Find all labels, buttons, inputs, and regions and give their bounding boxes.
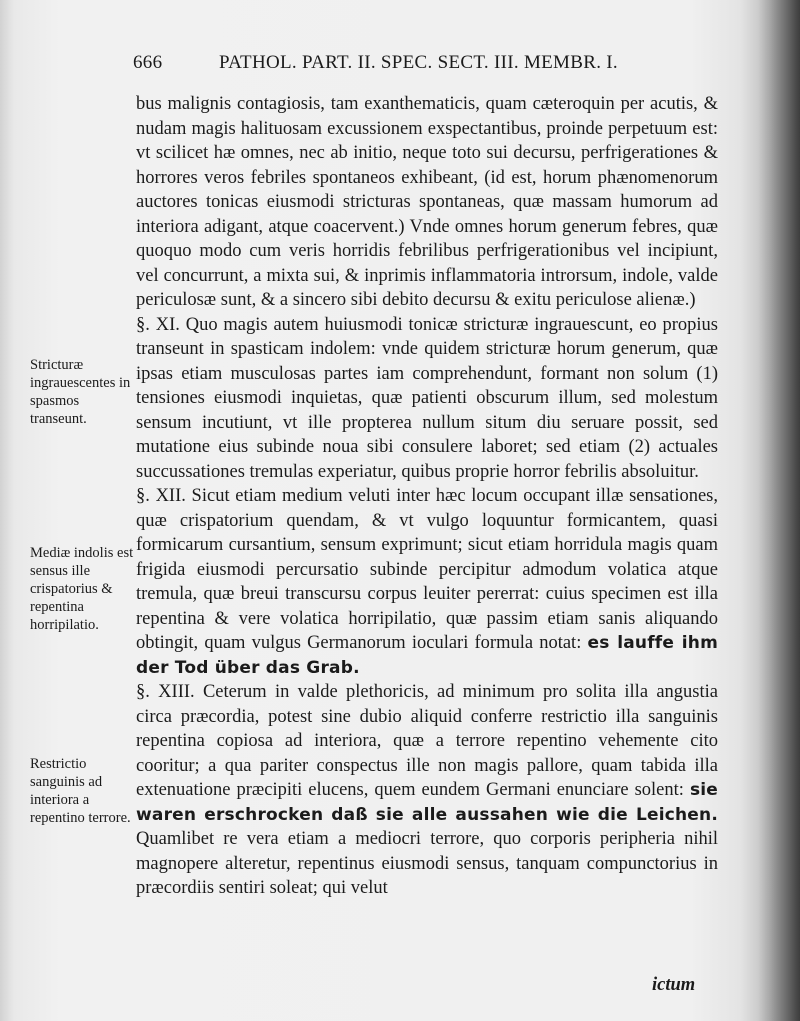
paragraph-4-german: sie waren erschrocken daß sie alle aussahen wie die Leichen. [136,780,719,825]
gutter-shadow [758,0,800,1021]
body-text [136,92,718,901]
paragraph-1: bus malignis contagiosis, tam exanthematicis, quam cæteroquin per acutis, & nudam magis halituosam excussionem exspectantibus, proinde perpetuum est: vt scilicet hæ omnes, nec ab initio, neque toto sui decursu, perfrigerationes & horrores veros febriles spontaneos exhibeant, (id est, horum phænomenorum auctores tonicas eiusmodi stricturas spontaneas, quæ massam humorum ad interiora adigant, atque coacervent.) Vnde omnes horum generum febres, quæ quoquo modo cum veris horridis febrilibus perfrigerationibus vel incipiunt, vel concurrunt, a mixta sui, & inprimis inflammatoria introrsum, indole, valde periculosæ sunt, & a sincero sibi debito decursu & exitu periculose alienæ.) [136,94,718,310]
running-head: PATHOL. PART. II. SPEC. SECT. III. MEMBR. I. [219,52,618,73]
paragraph-3-latin: §. XII. Sicut etiam medium veluti inter hæc locum occupant illæ sensationes, quæ crispatorium quendam, & vt vulgo loquuntur formicantem, quasi formicarum cursantium, sensum exprimunt; sicut etiam horridula magis quam frigida eiusmodi percursatio subinde percipitur admodum volatica atque tremula, quæ breui transcursu corpus leuiter pererrat: cuius specimen est illa repentina & vere volatica horripilatio, quæ passim etiam sanis aliquando obtingit, quam vulgus Germanorum ioculari formula notat: [136,486,718,653]
catchword: ictum [652,975,696,995]
margin-note-3: Restrictio sanguinis ad interiora a repentino terrore. [30,756,131,826]
paragraph-3-german: es lauffe ihm der Tod über das Grab. [136,633,718,678]
paragraph-4-rest: Quamlibet re vera etiam a mediocri terrore, quo corporis peripheria nihil magnopere alteretur, repentinus eiusmodi sensus, tanquam compunctorius in præcordiis sentiri soleat; qui velut [136,829,718,898]
page-header [133,52,693,82]
paragraph-4 [136,680,718,901]
paragraph-3 [136,484,718,680]
margin-note-2: Mediæ indolis est sensus ille crispatorius & repentina horripilatio. [30,545,134,633]
paragraph-2: §. XI. Quo magis autem huiusmodi tonicæ stricturæ ingrauescunt, eo propius transeunt in spasticam indolem: vnde quidem stricturæ horum generum, quæ ipsas etiam musculosas partes iam comprehendunt, formant non solum (1) tensiones eiusmodi inquietas, quæ patienti obscurum illum, sed molestum sensum incutiunt, vt ille propterea nullum situm diu seruare possit, sed mutatione eius subinde noua sibi consulere laboret; sed etiam (2) actuales succussationes tremulas experiatur, quibus proprie horror febrilis absoluitur. [136,314,718,482]
page-number: 666 [133,52,163,73]
margin-note-1: Stricturæ ingrauescentes in spasmos transeunt. [30,357,131,427]
paragraph-4-latin: §. XIII. Ceterum in valde plethoricis, ad minimum pro solita illa angustia circa præcordia, potest sine dubio aliquid conferre restrictio illa sanguinis repentina copiosa ad interiora, quæ a terrore repentino vehemente cito cooritur; a qua pariter conspectus ille non magis pallore, quam tabida illa extenuatione præcipiti elucens, quem eundem Germani enunciare solent: [136,682,718,800]
